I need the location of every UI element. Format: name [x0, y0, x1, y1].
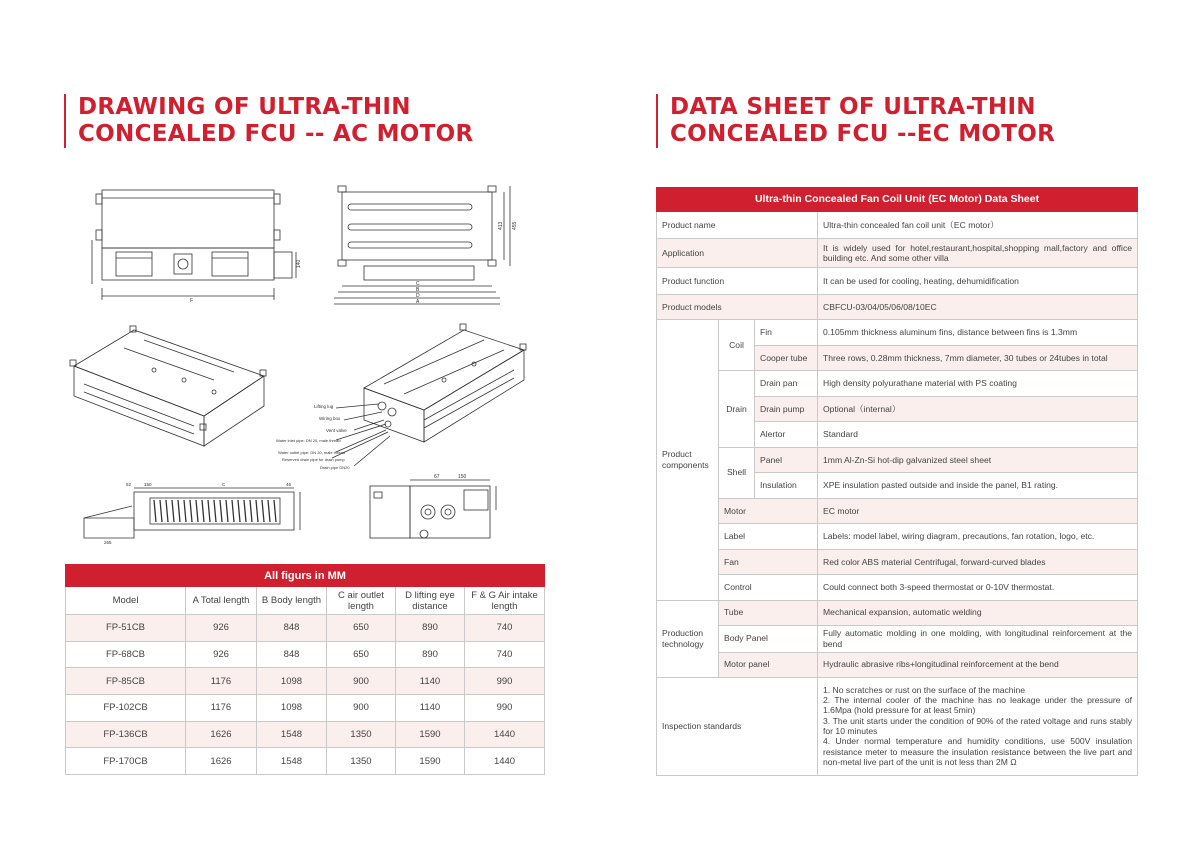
table-cell: 990 — [465, 695, 545, 722]
insulation-value: XPE insulation pasted outside and inside the panel, B1 rating. — [818, 473, 1138, 499]
table-cell: 1176 — [186, 668, 257, 695]
header-d: D lifting eye distance — [396, 587, 465, 615]
table-row — [657, 575, 1138, 601]
table-cell: 1440 — [465, 748, 545, 775]
row-value: It is widely used for hotel,restaurant,hospital,shopping mall,factory and office building etc. And some other villa — [818, 239, 1138, 268]
inspection-item: 1. No scratches or rust on the surface of the machine — [823, 684, 1026, 695]
drain-pump-label: Drain pump — [755, 396, 818, 422]
header-b: B Body length — [257, 587, 327, 615]
side-a-label: A — [416, 299, 420, 305]
drain-label: Drain — [719, 371, 755, 448]
left-heading-line2: CONCEALED FCU -- AC MOTOR — [78, 121, 474, 147]
side-h2-label: 455 — [512, 221, 518, 230]
table-cell: 848 — [257, 615, 327, 642]
table-cell: 1590 — [396, 748, 465, 775]
front-view-drawing — [92, 190, 296, 300]
table-row — [657, 524, 1138, 550]
table-cell: FP-170CB — [66, 748, 186, 775]
table-cell: FP-51CB — [66, 615, 186, 642]
dimensions-caption: All figurs in MM — [66, 565, 545, 587]
front-dim-label: 140 — [296, 259, 302, 268]
technical-drawings — [64, 180, 544, 550]
motor-label: Motor — [719, 498, 818, 524]
alertor-label: Alertor — [755, 422, 818, 448]
table-cell: 1626 — [186, 748, 257, 775]
row-value: It can be used for cooling, heating, dehumidification — [818, 268, 1138, 295]
prod-tube-value: Mechanical expansion, automatic welding — [818, 600, 1138, 625]
table-cell: 990 — [465, 668, 545, 695]
row-value: CBFCU-03/04/05/06/08/10EC — [818, 295, 1138, 320]
motor-panel-label: Motor panel — [719, 652, 818, 677]
right-heading-line1: DATA SHEET OF ULTRA-THIN — [670, 94, 1036, 120]
dimensions-header-row — [66, 587, 545, 615]
table-row — [657, 295, 1138, 320]
table-cell: 1098 — [257, 695, 327, 722]
table-cell: 1140 — [396, 668, 465, 695]
body-panel-label: Body Panel — [719, 625, 818, 652]
side-d-label: D — [416, 293, 420, 299]
table-row — [657, 212, 1138, 239]
end-view-drawing — [370, 480, 496, 538]
header-fg: F & G Air intake length — [465, 587, 545, 615]
left-heading-line1: DRAWING OF ULTRA-THIN — [78, 94, 411, 120]
drain-pan-value: High density polyurathane material with PS coating — [818, 371, 1138, 397]
table-row — [657, 371, 1138, 397]
label-row-label: Label — [719, 524, 818, 550]
table-cell: 1548 — [257, 721, 327, 748]
water-outlet-label: Water outlet pipe: DN 20, male thread — [278, 450, 345, 455]
table-cell: 650 — [327, 641, 396, 668]
section-150-label: 150 — [144, 482, 152, 487]
header-a: A Total length — [186, 587, 257, 615]
row-label: Product name — [657, 212, 818, 239]
table-cell: 900 — [327, 668, 396, 695]
table-cell: FP-136CB — [66, 721, 186, 748]
header-model: Model — [66, 587, 186, 615]
table-row — [657, 268, 1138, 295]
table-row — [657, 320, 1138, 346]
table-cell: 1626 — [186, 721, 257, 748]
side-b-label: B — [416, 287, 420, 293]
section-46-label: 46 — [286, 482, 292, 487]
inspection-item: 2. The internal cooler of the machine has no leakage under the pressure of 1.6Mpa (hold pressure for at least 5min) — [823, 695, 1133, 716]
lifting-lug-label: Lifting lug — [314, 404, 334, 409]
water-inlet-label: Water inlet pipe: DN 20, male thread — [276, 438, 341, 443]
isometric-view-right — [332, 324, 526, 466]
table-cell: FP-85CB — [66, 668, 186, 695]
right-heading-line2: CONCEALED FCU --EC MOTOR — [670, 121, 1056, 147]
end-67-label: 67 — [434, 474, 440, 480]
fin-label: Fin — [755, 320, 818, 346]
table-row — [657, 239, 1138, 268]
inspection-label: Inspection standards — [657, 677, 818, 775]
header-c: C air outlet length — [327, 587, 396, 615]
fin-value: 0.105mm thickness aluminum fins, distance between fins is 1.3mm — [818, 320, 1138, 346]
wiring-box-label: Wiring box — [319, 416, 341, 421]
vent-valve-label: Vent valve — [326, 428, 347, 433]
table-cell: 1176 — [186, 695, 257, 722]
section-52-label: 52 — [126, 482, 132, 487]
table-row — [657, 677, 1138, 775]
side-h1-label: 413 — [498, 221, 504, 230]
end-150-label: 150 — [458, 474, 467, 480]
tube-value: Three rows, 0.28mm thickness, 7mm diameter, 30 tubes or 24tubes in total — [818, 345, 1138, 371]
dimensions-table — [65, 564, 545, 775]
data-sheet-caption: Ultra-thin Concealed Fan Coil Unit (EC Motor) Data Sheet — [657, 188, 1138, 212]
insulation-label: Insulation — [755, 473, 818, 499]
table-row — [66, 615, 545, 642]
table-row — [66, 721, 545, 748]
left-page-heading — [64, 94, 474, 148]
motor-panel-value: Hydraulic abrasive ribs+longitudinal reinforcement at the bend — [818, 652, 1138, 677]
row-label: Product function — [657, 268, 818, 295]
table-cell: 1590 — [396, 721, 465, 748]
data-sheet-table — [656, 187, 1138, 776]
table-cell: 1350 — [327, 748, 396, 775]
components-label: Product components — [657, 320, 719, 601]
alertor-value: Standard — [818, 422, 1138, 448]
fan-label: Fan — [719, 549, 818, 575]
table-cell: 1098 — [257, 668, 327, 695]
table-cell: 1548 — [257, 748, 327, 775]
isometric-view-left — [70, 326, 266, 446]
panel-value: 1mm Al-Zn-Si hot-dip galvanized steel sheet — [818, 447, 1138, 473]
table-row — [66, 695, 545, 722]
inspection-item: 3. The unit starts under the condition of 90% of the rated voltage and runs stably for 10 minutes — [823, 715, 1133, 736]
production-label: Production technology — [657, 600, 719, 677]
table-cell: 900 — [327, 695, 396, 722]
fan-value: Red color ABS material Centrifugal, forward-curved blades — [818, 549, 1138, 575]
prod-tube-label: Tube — [719, 600, 818, 625]
table-cell: 740 — [465, 615, 545, 642]
drain-pump-value: Optional（internal） — [818, 396, 1138, 422]
table-row — [657, 625, 1138, 652]
table-cell: 890 — [396, 615, 465, 642]
table-row — [66, 748, 545, 775]
table-row — [657, 652, 1138, 677]
section-265-label: 265 — [104, 540, 112, 545]
drain-pan-label: Drain pan — [755, 371, 818, 397]
table-cell: 926 — [186, 615, 257, 642]
shell-label: Shell — [719, 447, 755, 498]
right-page-heading — [656, 94, 1055, 148]
table-row — [657, 549, 1138, 575]
table-cell: 926 — [186, 641, 257, 668]
table-cell: 1350 — [327, 721, 396, 748]
control-value: Could connect both 3-speed thermostat or 0-10V thermostat. — [818, 575, 1138, 601]
section-c-label: C — [222, 482, 226, 487]
table-cell: 740 — [465, 641, 545, 668]
coil-label: Coil — [719, 320, 755, 371]
table-cell: 1440 — [465, 721, 545, 748]
dimensions-caption-row — [66, 565, 545, 587]
table-cell: 890 — [396, 641, 465, 668]
section-view-drawing — [84, 488, 300, 538]
inspection-item: 4. Under normal temperature and humidity conditions, use 500V insulation resistance meter to measure the insulation resistance between the live part and non-metal live part of the unit is not less than 2M Ω — [823, 736, 1133, 767]
table-row — [66, 641, 545, 668]
table-row — [66, 668, 545, 695]
drain-pipe-label: Drain pipe DN20 — [320, 465, 350, 470]
table-cell: FP-68CB — [66, 641, 186, 668]
table-row — [657, 498, 1138, 524]
table-cell: 1140 — [396, 695, 465, 722]
inspection-value — [818, 677, 1138, 775]
data-sheet-caption-row — [657, 188, 1138, 212]
row-label: Product models — [657, 295, 818, 320]
panel-label: Panel — [755, 447, 818, 473]
table-row — [657, 447, 1138, 473]
row-value: Ultra-thin concealed fan coil unit（EC motor） — [818, 212, 1138, 239]
motor-value: EC motor — [818, 498, 1138, 524]
control-label: Control — [719, 575, 818, 601]
label-row-value: Labels: model label, wiring diagram, precautions, fan rotation, logo, etc. — [818, 524, 1138, 550]
row-label: Application — [657, 239, 818, 268]
table-cell: 848 — [257, 641, 327, 668]
tube-label: Cooper tube — [755, 345, 818, 371]
body-panel-value: Fully automatic molding in one molding, with longitudinal reinforcement at the bend — [818, 625, 1138, 652]
table-cell: FP-102CB — [66, 695, 186, 722]
side-view-drawing — [334, 186, 510, 304]
front-f-label: F — [190, 298, 194, 304]
table-row — [657, 600, 1138, 625]
table-cell: 650 — [327, 615, 396, 642]
side-c-label: C — [416, 281, 420, 287]
reserved-drain-label: Reserved drain pipe for drain pump — [282, 457, 345, 462]
